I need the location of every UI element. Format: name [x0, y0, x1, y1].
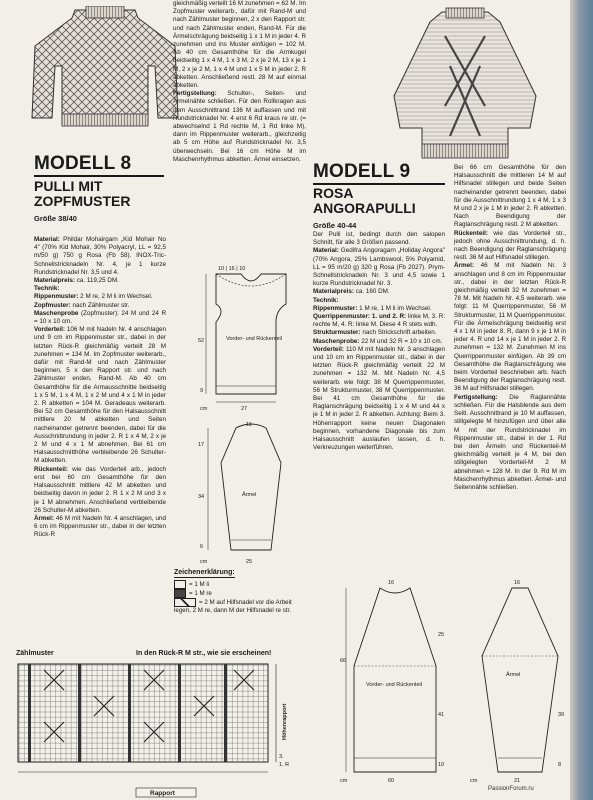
model9-front-dim-h4: 10: [438, 762, 445, 768]
chart-rapport-label: Rapport: [150, 790, 175, 797]
paragraph-text: Bei 66 cm Gesamthöhe für den Halsausschnitt die mittleren 14 M auf Hilfsnadel stillegen und beide Seiten nacheinander getrennt beenden, dabei für die Ausschnittrundung 1 x 4 M, 1 x 3 M und 2 x je 1 M in jeder 2. R abketten. Nach Beendigung der Raglanschrägung restl. 2 M abketten.: [454, 164, 566, 229]
model9-text-column-1: [313, 231, 445, 576]
model8-subtitle-2: ZOPFMUSTER: [34, 193, 131, 209]
model8-sleeve-schematic: [196, 418, 306, 568]
legend: [174, 569, 304, 615]
model9-front-dim-h2: 25: [438, 632, 445, 638]
paragraph-text: wie das Vorderteil str., jedoch ohne Ausschnittrundung, d. h. nach Beendigung der Raglanschrägung restl. 36 M auf Hilfsnadel stillegen.: [454, 229, 566, 262]
sweater-illustration-model9: [390, 6, 540, 166]
model8-front-dim-h1: 52: [198, 338, 205, 344]
model9-front-dim-w: 60: [388, 778, 395, 784]
model8-sleeve-dim-w: 25: [246, 559, 253, 565]
model9-sleeve-dim-cm: cm: [470, 778, 478, 784]
paragraph: [313, 305, 445, 313]
knitting-chart-grid: [14, 660, 304, 798]
model8-subtitle-1: PULLI MIT: [34, 178, 103, 194]
model8-front-label: Vorder- und Rückenteil: [226, 336, 282, 342]
legend-title: Zeichenerklärung:: [174, 569, 235, 576]
paragraph: [34, 326, 166, 465]
model8-sleeve-dim-h1: 17: [198, 442, 205, 448]
model8-sleeve-label: Ärmel: [242, 492, 257, 498]
legend-item-li: = 1 M li: [189, 581, 210, 589]
paragraph: [313, 231, 445, 247]
paragraph-text: 2 M re, 2 M li im Wechsel.: [78, 293, 153, 301]
model9-front-dim-h1: 66: [340, 658, 347, 664]
paragraph-text: 106 M mit Nadeln Nr. 4 anschlagen und 9 cm im Rippenmuster str., dabei in der letzten Rück-R gleichmäßig verteilt 28 M zunehmen = 134 M. Im Zopfmuster weiterarb., dafür mit Rand-M und nach Zählmuster beginnen, 5 x den Rapport str. und nach Zählmuster enden, Rand-M. Ab 40 cm Gesamthöhe für die Armausschnitte beidseitig 1 x 5 M, 1 x 4 M, 1 x 2 M und 4 x 1 M in jeder 2. R abketten = 104 M. Geradeaus weiterarb. Bei 52 cm Gesamthöhe für den Halsausschnitt mittlere 20 M abketten und Seiten nacheinander getrennt beenden, dabei für die Ausschnittrundung in jeder 2. R 1 x 4 M, 2 x je 2 M und 4 x 1 M abnehmen. Bei 61 cm Halsausschnitthöhe verbleibende 26 Schulter-M abketten.: [34, 326, 166, 465]
model9-title: MODELL 9: [313, 161, 411, 182]
paragraph: [313, 288, 445, 296]
paragraph: [173, 0, 306, 90]
paragraph-heading: Rückenteil:: [34, 465, 68, 473]
model8-front-schematic: [196, 262, 306, 412]
paragraph-heading: Material:: [34, 236, 60, 243]
paragraph: [454, 230, 566, 263]
chart-row-1-label: 1. R: [279, 762, 290, 768]
model9-sleeve-schematic: [470, 576, 570, 786]
paragraph-heading: Technik:: [313, 296, 339, 304]
paragraph: [34, 310, 166, 326]
paragraph: [454, 262, 566, 393]
model8-title: MODELL 8: [34, 153, 132, 174]
model9-front-dim-cm: cm: [340, 778, 348, 784]
paragraph: [34, 515, 166, 540]
paragraph-heading: Materialpreis:: [34, 277, 75, 285]
model8-title-rule: [34, 175, 164, 177]
paragraph: [313, 297, 445, 305]
model8-text-column-2: [173, 0, 306, 255]
sweater-illustration-model8: [30, 6, 180, 134]
model9-front-label: Vorder- und Rückenteil: [366, 682, 422, 688]
paragraph: [313, 346, 445, 453]
model9-front-schematic: [340, 576, 450, 786]
model8-sleeve-dim-h3: 6: [200, 544, 204, 550]
chart-row-3-label: 3.: [279, 754, 284, 760]
legend-symbol-cable: [174, 598, 196, 607]
paragraph-text: nach Zählmuster str.: [70, 301, 130, 309]
paragraph-heading: Ärmel:: [34, 514, 54, 522]
chart-hoehenrapport-label: Höhenrapport: [282, 703, 288, 740]
paragraph: [34, 285, 166, 293]
paragraph: [34, 277, 166, 285]
model8-front-dim-h2: 9: [200, 388, 204, 394]
legend-symbol-re: [174, 589, 186, 598]
model8-sleeve-dim-cm: cm: [200, 559, 208, 565]
model9-sleeve-dim-h2: 8: [558, 762, 562, 768]
paragraph-heading: Vorderteil:: [313, 345, 345, 353]
footer-watermark: PassionForum.ru: [488, 786, 534, 792]
paragraph-text: 22 M und 32 R = 10 x 10 cm.: [359, 337, 443, 345]
model9-subtitle-1: ROSA: [313, 185, 354, 201]
model9-text-column-2: [454, 164, 566, 569]
model8-front-dim-w: 27: [241, 406, 248, 412]
paragraph-text: wie das Vorderteil arb., jedoch erst bei 60 cm Gesamthöhe für den Halsausschnitt mittlere 42 M abketten und beidseitig davon in jeder 2. R 1 x 2 M und 3 x je 1 M abnehmen. Anschließend verbleibende 26 Schulter-M abketten.: [34, 465, 166, 514]
model9-sleeve-label: Ärmel: [506, 672, 521, 678]
model8-front-dim-cm: cm: [200, 406, 208, 412]
paragraph: [34, 236, 166, 277]
paragraph-text: 110 M mit Nadeln Nr. 3 anschlagen und 10 cm im Rippenmuster str., dabei in der letzten Rück-R gleichmäßig verteilt 22 M zunehmen = 132 M. Mit Nadeln Nr. 4,5 weiterarb. wie folgt: 38 M Querrippenmuster, 56 M Strukturmuster, 38 M Querrippenmuster. Bei 41 cm Gesamthöhe für die Raglanschrägung beidseitig 1 x 4 M und 44 x je 1 M in jeder 2. R abketten. Achtung: Beim 3. Höhenrapport keine neuen Diagonalen beginnen, vorhandene Diagonale bis zum Halsausschnitt auslaufen lassen, d. h. Verkreuzungen weiterführen.: [313, 345, 445, 452]
model8-text-column-1: [34, 236, 166, 636]
model9-sleeve-dim-top: 16: [514, 580, 521, 586]
paragraph-text: Phildar Mohairgarn „Kid Mohair No 4" (70% Kid Mohair, 30% Polyacryl, LL = 92,5 m/50 g) 750 g Rosa (Fb 58). INOX-Tric-Schnellstricknadeln Nr. 4, je 1 kurze Rundstricknadel Nr. 3,5 und 4.: [34, 236, 166, 276]
paragraph-heading: Ärmel:: [454, 262, 474, 270]
model8-size: Größe 38/40: [34, 214, 77, 223]
paragraph: [34, 466, 166, 515]
paragraph-heading: Fertigstellung:: [173, 90, 217, 98]
legend-item-re: = 1 M re: [189, 590, 212, 598]
paragraph-heading: Rippenmuster:: [313, 304, 358, 312]
model9-subtitle-2: ANGORAPULLI: [313, 200, 416, 216]
paragraph-text: 46 M mit Nadeln Nr. 4 anschlagen, und 6 cm im Rippenmuster str., dabei in der letzten Rück-R: [34, 514, 166, 539]
paragraph: [313, 247, 445, 288]
paragraph-text: (Zopfmuster): 24 M und 24 R = 10 x 10 cm.: [34, 309, 166, 326]
paragraph-heading: Vorderteil:: [34, 326, 66, 334]
paragraph-heading: Rückenteil:: [454, 229, 488, 237]
chart-note: In den Rück-R M str., wie sie erscheinen!: [136, 650, 272, 657]
paragraph-text: gleichmäßig verteilt 16 M zunehmen = 62 M. Im Zopfmuster weiterarb., dafür mit Rand-M und nach Zählmuster beginnen, 2 x den Rapport str. und nach Zählmuster enden, Rand-M. Für die Ärmelschrägung beidseitig 1 x 1 M in jeder 4. R zunehmen und ins Muster einfügen = 102 M. Ab 40 cm Gesamthöhe für die Armkugel beidseitig 1 x 4 M, 1 x 3 M, 2 x je 2 M, 13 x je 1 M, 2 x je 2 M, 1 x 4 M und 1 x 5 M in jeder 2. R abketten. Anschließend restl. 28 M auf einmal abketten.: [173, 0, 306, 90]
paragraph-heading: Technik:: [34, 285, 60, 293]
legend-item-cable: = 2 M auf Hilfsnadel vor die Arbeit legen, 2 M re, dann M der Hilfsnadel re str.: [174, 599, 292, 615]
model9-front-dim-top: 16: [388, 580, 395, 586]
paragraph: [173, 90, 306, 164]
paragraph-text: ca. 160 DM.: [353, 288, 390, 296]
model8-front-dim-top: 10 | 16 | 10: [218, 266, 246, 272]
chart-title: Zählmuster: [16, 650, 54, 657]
paragraph-heading: Maschenprobe: [34, 309, 79, 317]
paragraph: [34, 302, 166, 310]
paragraph-text: Schulter-, Seiten- und Ärmelnähte schließen. Für den Rollkragen aus dem Ausschnittrand 136 M auffassen und mit Rundstricknadel Nr. 4 erst 6 Rd kraus re str. (= abwechselnd 1 Rd rechte M, 1 Rd linke M), dann im Rippenmuster weiterarb., gleichzeitig ab 5 cm Höhe auf Rundstricknadel Nr. 3,5 überwechseln. Bei 16 cm Höhe M im Maschenrhythmus abketten. Ärmel einsetzen.: [173, 90, 306, 163]
paragraph-heading: Zopfmuster:: [34, 301, 71, 309]
model9-front-dim-h3: 41: [438, 712, 445, 718]
paragraph: [454, 394, 566, 492]
paragraph-text: 1 M re, 1 M li im Wechsel.: [357, 304, 432, 312]
paragraph-text: Der Pulli ist, bedingt durch den salopen Schnitt, für alle 3 Größen passend.: [313, 231, 445, 247]
paragraph: [313, 313, 445, 329]
model9-size: Größe 40-44: [313, 221, 357, 230]
model8-sleeve-dim-top: 11: [246, 422, 252, 428]
paragraph: [454, 164, 566, 230]
paragraph-heading: Materialpreis:: [313, 288, 354, 296]
paragraph-heading: Querrippenmuster: 1. und 2. R:: [313, 313, 407, 321]
paragraph-heading: Maschenprobe:: [313, 337, 360, 345]
page-edge: [570, 0, 593, 800]
paragraph-heading: Rippenmuster:: [34, 293, 79, 301]
paragraph: [313, 329, 445, 337]
paragraph: [34, 293, 166, 301]
model9-sleeve-dim-h1: 39: [558, 712, 565, 718]
model8-sleeve-dim-h2: 34: [198, 494, 205, 500]
paragraph-heading: Material:: [313, 247, 339, 255]
paragraph-text: Gedifra Angoragarn „Holiday Angora" (70% Angora, 25% Lambswool, 5% Polyamid, LL = 95 m/20 g) 320 g Rosa (Fb 2027). Prym-Schnellstricknadeln Nr. 3 und 4,5 sowie 1 kurze Rundstricknadel Nr. 3.: [313, 247, 445, 288]
legend-symbol-li: [174, 580, 186, 589]
model9-sleeve-dim-w: 21: [514, 778, 521, 784]
paragraph-text: ca. 119,25 DM.: [74, 277, 119, 285]
paragraph: [313, 338, 445, 346]
paragraph-text: Die Raglannähte schließen. Für die Halsblende aus dem Seitl. Ausschnittrand je 10 M auffassen, stillgelegte M hinzufügen und über alle M mit der Rundstricknadel im Rippenmuster str., dabei in der 1. Rd bei den Ärmeln und Rückenteil-M gleichmäßig verteilt je 4 M, bei den stillgelegten Vorderteil-M 2 M abnehmen = 128 M. In der 9. Rd M im Maschenrhythmus abketten. Ärmel- und Seitennähte schließen.: [454, 393, 566, 491]
paragraph-text: 46 M mit Nadeln Nr. 3 anschlagen und 8 cm im Rippenmuster str., dabei in der letzten Rück-R gleichmäßig verteilt 32 M zunehmen = 78 M. Mit Nadeln Nr. 4,5 weiterarb. wie folgt: 11 M Querrippenmuster, 56 M Strukturmuster, 11 M Querrippenmuster. Für die Ärmelschrägung beidseitig erst 4 x 1 M in jeder 8. R, dann 9 x je 1 M in jeder 4. R und 14 x je 1 M in jeder 2. R zunehmen = 132 M. Zunehmen M ins Querrippenmuster einfügen. Ab 39 cm Gesamthöhe die Raglanschrägung wie beim Vorderteil beschrieben arb. Nach Beendigung der Raglanschrägung restl. 36 M auf Hilfsnadel stillegen.: [454, 262, 566, 393]
paragraph-heading: Strukturmuster:: [313, 329, 361, 337]
paragraph-text: linke M, 3. R: rechte M, 4. R: linke M. Diese 4 R stets wdh.: [313, 313, 445, 329]
paragraph-text: nach Strickschrift arbeiten.: [360, 329, 437, 337]
paragraph-heading: Fertigstellung:: [454, 393, 498, 401]
